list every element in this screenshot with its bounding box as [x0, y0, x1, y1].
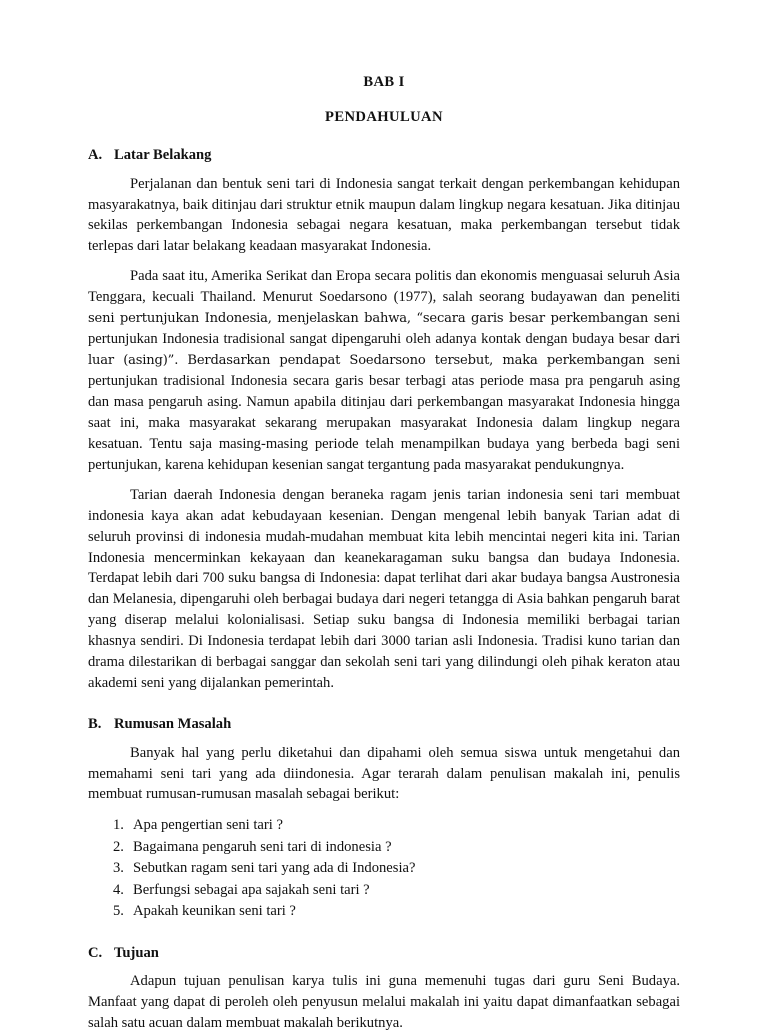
list-item: [88, 880, 680, 901]
section-letter-a: A.: [88, 147, 103, 164]
paragraph-latar-belakang-2: [88, 266, 680, 475]
chapter-subtitle: PENDAHULUAN: [325, 109, 443, 126]
list-item: [88, 815, 680, 836]
paragraph-2-altfont-run-2: dari luar (asing)”. Berdasarkan pendapat Soedarsono tersebut, maka perkembangan seni: [88, 332, 680, 369]
section-letter-b: B.: [88, 716, 102, 733]
list-item-text: Berfungsi sebagai apa sajakah seni tari ?: [133, 881, 370, 898]
paragraph-2-run-b: pertunjukan Indonesia tradisional sangat dipengaruhi oleh adanya kontak dengan budaya besar: [88, 331, 655, 348]
list-item: [88, 901, 680, 922]
section-heading-latar-belakang: [88, 147, 680, 165]
section-label-latar-belakang: Latar Belakang: [114, 147, 212, 164]
paragraph-2-altfont-run-1: peneliti seni pertunjukan Indonesia, menjelaskan bahwa, “secara garis besar perkembangan seni: [88, 290, 680, 327]
paragraph-tujuan-1: Adapun tujuan penulisan karya tulis ini guna memenuhi tugas dari guru Seni Budaya. Manfaat yang dapat di peroleh oleh penyusun melalui makalah ini yaitu dapat dimanfaatkan sebagai salah satu acuan dalam membuat makalah berikutnya.: [88, 973, 680, 1031]
section-letter-c: C.: [88, 944, 103, 961]
list-item: [88, 858, 680, 879]
list-item-text: Bagaimana pengaruh seni tari di indonesia ?: [133, 838, 392, 855]
section-heading-tujuan: [88, 945, 680, 963]
paragraph-2-run-a: Pada saat itu, Amerika Serikat dan Eropa secara politis dan ekonomis menguasai seluruh Asia Tenggara, kecuali Thailand. Menurut Soedarsono (1977), salah seorang budayawan dan: [88, 268, 680, 306]
rumusan-masalah-question-list: [88, 815, 680, 922]
paragraph-rumusan-masalah-intro: Banyak hal yang perlu diketahui dan dipahami oleh semua siswa untuk mengetahui dan memahami seni tari yang ada diindonesia. Agar terarah dalam penulisan makalah ini, penulis membuat rumusan-rumusan masalah sebagai berikut:: [88, 744, 680, 803]
list-item-number: 1.: [113, 817, 124, 834]
list-item: [88, 837, 680, 858]
paragraph-2-run-c: pertunjukan tradisional Indonesia secara garis besar terbagi atas periode masa pra pengaruh asing dan masa pengaruh asing. Namun apabila ditinjau dari perkembangan masyarakat Indonesia hingga saat ini, maka masyarakat sekarang merupakan masyarakat Indonesia dalam lingkup negara kesatuan. Tentu saja masing-masing periode telah menampilkan budaya yang berbeda bagi seni pertunjukan, karena kehidupan kesenian sangat tergantung pada masyarakat pendukungnya.: [88, 373, 680, 473]
list-item-number: 5.: [113, 903, 124, 920]
document-content: [88, 74, 680, 1034]
section-heading-rumusan-masalah: [88, 716, 680, 734]
list-item-text: Apa pengertian seni tari ?: [133, 817, 283, 834]
list-item-number: 2.: [113, 838, 124, 855]
chapter-title: BAB I: [363, 74, 405, 90]
section-label-rumusan-masalah: Rumusan Masalah: [114, 716, 232, 733]
list-item-text: Apakah keunikan seni tari ?: [133, 903, 296, 920]
paragraph-latar-belakang-3: Tarian daerah Indonesia dengan beraneka ragam jenis tarian indonesia seni tari membuat indonesia kaya akan adat kebudayaan kesenian. Dengan mengenal lebih banyak Tarian adat di seluruh provinsi di indonesia mudah-mudahan membuat kita lebih mencintai negeri kita ini. Tarian Indonesia mencerminkan kekayaan dan keanekaragaman suku bangsa dan budaya Indonesia. Terdapat lebih dari 700 suku bangsa di Indonesia: dapat terlihat dari akar budaya bangsa Austronesia dan Melanesia, dipengaruhi oleh berbagai budaya dari negeri tetangga di Asia bahkan pengaruh barat yang diserap melalui kolonialisasi. Setiap suku bangsa di Indonesia memiliki berbagai tarian khasnya sendiri. Di Indonesia terdapat lebih dari 3000 tarian asli Indonesia. Tradisi kuno tarian dan drama dilestarikan di berbagai sanggar dan sekolah seni tari yang dilindungi oleh pihak keraton atau akademi seni yang dijalankan pemerintah.: [88, 486, 680, 692]
list-item-number: 4.: [113, 881, 124, 898]
section-label-tujuan: Tujuan: [114, 944, 159, 961]
list-item-number: 3.: [113, 860, 124, 877]
paragraph-latar-belakang-1: Perjalanan dan bentuk seni tari di Indonesia sangat terkait dengan perkembangan kehidupan masyarakatnya, baik ditinjau dari struktur etnik maupun dalam lingkup negara kesatuan. Jika ditinjau sekilas perkembangan Indonesia sebagai negara kesatuan, maka perkembangan tersebut tidak terlepas dari latar belakang keadaan masyarakat Indonesia.: [88, 175, 680, 255]
list-item-text: Sebutkan ragam seni tari yang ada di Indonesia?: [133, 860, 416, 877]
